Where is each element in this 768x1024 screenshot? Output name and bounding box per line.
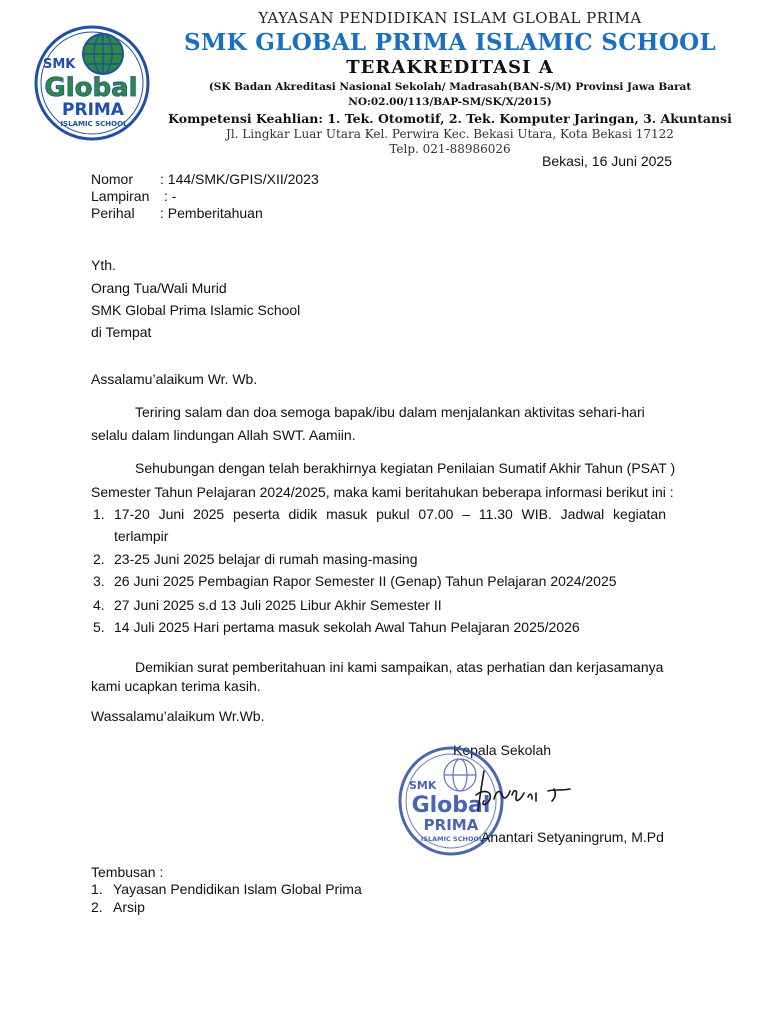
paragraph-line: Sehubungan dengan telah berakhirnya kegiatan Penilaian Sumatif Akhir Tahun (PSAT ) <box>135 460 676 476</box>
list-item-number: 4. <box>93 597 105 613</box>
handwritten-signature <box>470 765 580 820</box>
list-item: 14 Juli 2025 Hari pertama masuk sekolah Awal Tahun Pelajaran 2025/2026 <box>114 619 580 635</box>
farewell: Wassalamu’alaikum Wr.Wb. <box>91 708 265 724</box>
logo-main-text: Global <box>44 73 138 103</box>
logo-bottom-text: ISLAMIC SCHOOL <box>60 120 128 128</box>
meta-value-lampiran: : - <box>164 188 177 204</box>
meta-value-nomor: : 144/SMK/GPIS/XII/2023 <box>160 171 319 187</box>
logo-top-text: SMK <box>43 57 76 72</box>
list-item-number: 1. <box>93 506 105 522</box>
list-item: 26 Juni 2025 Pembagian Rapor Semester II (Genap) Tahun Pelajaran 2024/2025 <box>114 573 617 589</box>
school-phone: Telp. 021-88986026 <box>389 142 511 156</box>
letterhead <box>165 8 735 157</box>
place-date: Bekasi, 16 Juni 2025 <box>542 153 672 169</box>
list-item-number: 5. <box>93 619 105 635</box>
cc-item: Arsip <box>113 899 145 915</box>
list-item-number: 3. <box>93 573 105 589</box>
accreditation-status: TERAKREDITASI A <box>346 57 554 78</box>
recipient-line: di Tempat <box>91 324 152 340</box>
paragraph-line: Demikian surat pemberitahuan ini kami sampaikan, atas perhatian dan kerjasamanya <box>135 659 664 675</box>
cc-item-number: 2. <box>91 899 103 915</box>
meta-label-lampiran: Lampiran <box>91 188 150 204</box>
school-logo <box>33 24 151 142</box>
paragraph-line: kami ucapkan terima kasih. <box>91 678 261 694</box>
svg-text:Global: Global <box>411 793 491 818</box>
recipient-line: SMK Global Prima Islamic School <box>91 302 301 318</box>
greeting: Assalamu’alaikum Wr. Wb. <box>91 371 258 387</box>
list-item-continued: terlampir <box>114 528 169 544</box>
svg-text:SMK: SMK <box>409 779 437 792</box>
svg-text:PRIMA: PRIMA <box>423 816 479 834</box>
svg-text:ISLAMIC SCHOOL: ISLAMIC SCHOOL <box>420 835 484 843</box>
cc-item: Yayasan Pendidikan Islam Global Prima <box>113 881 362 897</box>
school-name: SMK GLOBAL PRIMA ISLAMIC SCHOOL <box>184 29 716 56</box>
signature-title: Kepala Sekolah <box>453 742 552 758</box>
logo-sub-text: PRIMA <box>62 100 124 120</box>
foundation-name: YAYASAN PENDIDIKAN ISLAM GLOBAL PRIMA <box>258 9 642 27</box>
meta-label-nomor: Nomor <box>91 171 134 187</box>
competencies: Kompetensi Keahlian: 1. Tek. Otomotif, 2. Tek. Komputer Jaringan, 3. Akuntansi <box>168 111 732 126</box>
meta-value-perihal: : Pemberitahuan <box>160 205 263 221</box>
paragraph-line: Teriring salam dan doa semoga bapak/ibu dalam menjalankan aktivitas sehari-hari <box>135 404 645 420</box>
list-item: 23-25 Juni 2025 belajar di rumah masing-masing <box>114 551 418 567</box>
cc-label: Tembusan : <box>91 864 164 880</box>
paragraph-line: selalu dalam lindungan Allah SWT. Aamiin. <box>91 427 356 443</box>
recipient-line: Yth. <box>91 257 116 273</box>
meta-label-perihal: Perihal <box>91 205 135 221</box>
signatory-name: Anantari Setyaningrum, M.Pd <box>481 829 664 845</box>
recipient-line: Orang Tua/Wali Murid <box>91 280 227 296</box>
accreditation-note: (SK Badan Akreditasi Nasional Sekolah/ Madrasah(BAN-S/M) Provinsi Jawa Barat NO:02.00/113/BAP-SM/SK/X/2015) <box>208 81 692 108</box>
globe-icon <box>83 34 123 74</box>
cc-item-number: 1. <box>91 881 103 897</box>
list-item: 17-20 Juni 2025 peserta didik masuk pukul 07.00 – 11.30 WIB. Jadwal kegiatan <box>114 506 666 522</box>
list-item: 27 Juni 2025 s.d 13 Juli 2025 Libur Akhir Semester II <box>114 597 442 613</box>
list-item-number: 2. <box>93 551 105 567</box>
paragraph-line: Semester Tahun Pelajaran 2024/2025, maka kami beritahukan beberapa informasi berikut ini : <box>91 484 674 500</box>
school-address: Jl. Lingkar Luar Utara Kel. Perwira Kec. Bekasi Utara, Kota Bekasi 17122 <box>226 127 674 141</box>
